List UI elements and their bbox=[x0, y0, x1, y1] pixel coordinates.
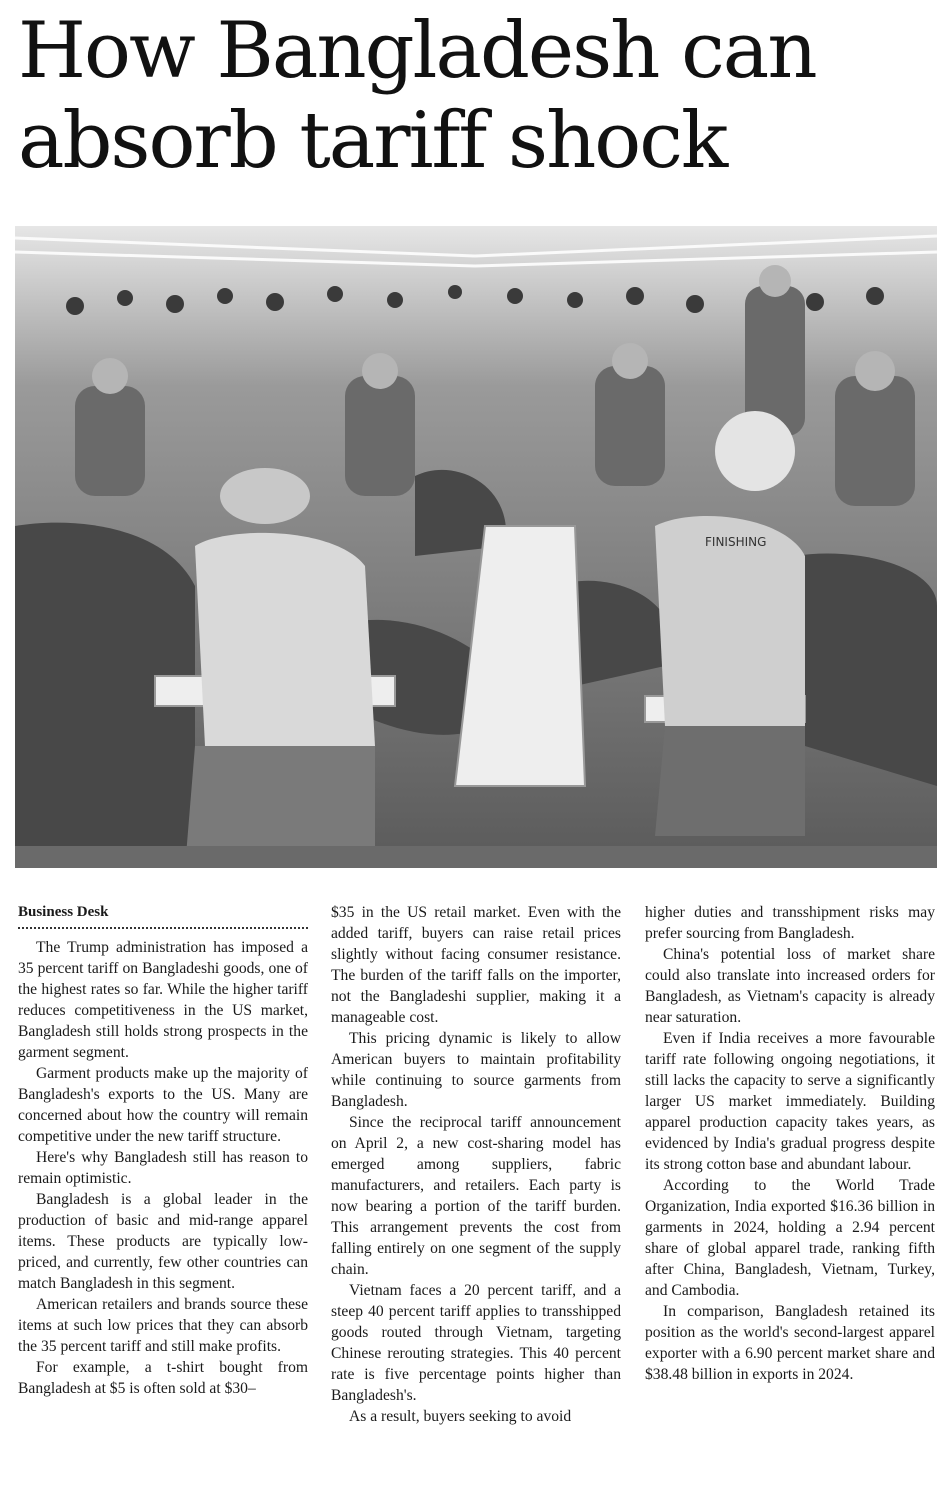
paragraph: Since the reciprocal tariff announcement on April 2, a new cost-sharing model has emerged among suppliers, fabric manufacturers, and retailers. Each party is now bearing a portion of the tariff burden. This arrangement prevents the cost from falling entirely on one segment of the supply chain. bbox=[331, 1114, 621, 1278]
paragraph: Bangladesh is a global leader in the production of basic and mid-range apparel items. These products are typically low-priced, and currently, few other countries can match Bangladesh in this segment. bbox=[18, 1191, 308, 1292]
paragraph: As a result, buyers seeking to avoid bbox=[349, 1408, 572, 1425]
paragraph: Here's why Bangladesh still has reason to remain optimistic. bbox=[18, 1149, 308, 1187]
paragraph: Even if India receives a more favourable tariff rate following ongoing negotiations, it still lacks the capacity to serve a significantly larger US market immediately. Building apparel production capacity takes years, as evidenced by India's gradual progress despite its strong cotton base and abundant labour. bbox=[645, 1030, 935, 1173]
byline: Business Desk bbox=[18, 902, 308, 929]
article-column-3 bbox=[645, 902, 935, 1385]
paragraph: Garment products make up the majority of Bangladesh's exports to the US. Many are concerned about how the country will remain competitive under the new tariff structure. bbox=[18, 1065, 308, 1145]
article-column-1 bbox=[18, 902, 308, 1399]
paragraph: American retailers and brands source these items at such low prices that they can absorb the 35 percent tariff and still make profits. bbox=[18, 1296, 308, 1355]
paragraph: According to the World Trade Organization, India exported $16.36 billion in garments in 2024, holding a 2.94 percent share of global apparel trade, ranking fifth after China, Bangladesh, Vietnam, Turkey, and Cambodia. bbox=[645, 1177, 935, 1299]
garment-factory-photo bbox=[15, 226, 937, 868]
headline: How Bangladesh can absorb tariff shock bbox=[18, 6, 816, 186]
paragraph: Vietnam faces a 20 percent tariff, and a steep 40 percent tariff applies to transshipped goods routed through Vietnam, targeting Chinese rerouting strategies. This 40 percent rate is five percentage points higher than Bangladesh's. bbox=[331, 1282, 621, 1404]
paragraph: In comparison, Bangladesh retained its position as the world's second-largest apparel exporter with a 6.90 percent market share and $38.48 billion in exports in 2024. bbox=[645, 1303, 935, 1383]
paragraph: China's potential loss of market share could also translate into increased orders for Bangladesh, as Vietnam's capacity is already near saturation. bbox=[645, 946, 935, 1026]
finishing-label: FINISHING bbox=[705, 535, 767, 549]
paragraph: This pricing dynamic is likely to allow American buyers to maintain profitability while continuing to source garments from Bangladesh. bbox=[331, 1030, 621, 1110]
paragraph: higher duties and transshipment risks may prefer sourcing from Bangladesh. bbox=[645, 904, 935, 942]
article-column-2 bbox=[331, 902, 621, 1427]
paragraph: $35 in the US retail market. Even with the added tariff, buyers can raise retail prices slightly without facing consumer resistance. The burden of the tariff falls on the importer, not the Bangladeshi supplier, making it a manageable cost. bbox=[331, 904, 621, 1026]
paragraph: The Trump administration has imposed a 35 percent tariff on Bangladeshi goods, one of the highest rates so far. While the higher tariff reduces competitiveness in the US market, Bangladesh still holds strong prospects in the garment segment. bbox=[18, 939, 308, 1061]
paragraph: For example, a t-shirt bought from Bangladesh at $5 is often sold at $30– bbox=[18, 1359, 308, 1397]
